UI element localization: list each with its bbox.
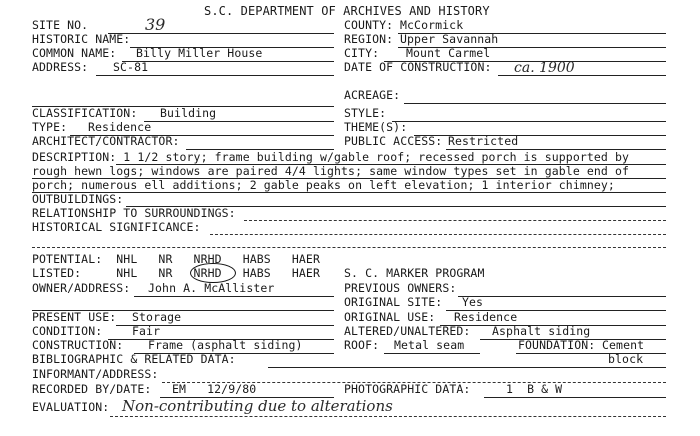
architect-label: ARCHITECT/CONTRACTOR: — [32, 134, 180, 148]
evaluation-rule — [110, 416, 666, 417]
altered-value: Asphalt siding — [492, 324, 591, 338]
foundation-label: FOUNDATION: — [518, 338, 596, 352]
evaluation-value: Non-contributing due to alterations — [122, 397, 393, 415]
significance-rule — [210, 234, 666, 235]
theme-label: THEME(S): — [344, 120, 408, 134]
original-site-label: ORIGINAL SITE: — [344, 295, 443, 309]
public-access-value: Restricted — [448, 134, 519, 148]
historic-name-label: HISTORIC NAME: — [32, 32, 131, 46]
photographic-data-label: PHOTOGRAPHIC DATA: — [344, 382, 471, 396]
recorded-by-label: RECORDED BY/DATE: — [32, 382, 152, 396]
classification-rule — [144, 121, 334, 122]
bibliographic-label: BIBLIOGRAPHIC & RELATED DATA: — [32, 352, 236, 366]
present-use-value: Storage — [132, 310, 182, 324]
roof-label: ROOF: — [344, 338, 380, 352]
roof-rule — [384, 353, 480, 354]
date-of-construction-label: DATE OF CONSTRUCTION: — [344, 60, 492, 74]
description-line-3: porch; numerous ell additions; 2 gable peaks on left elevation; 1 interior chimney; — [32, 178, 615, 192]
description-rule-3 — [32, 192, 666, 193]
date-rule — [498, 75, 666, 76]
outbuildings-label: OUTBUILDINGS: — [32, 192, 124, 206]
relationship-label: RELATIONSHIP TO SURROUNDINGS: — [32, 206, 236, 220]
city-value: Mount Carmel — [406, 46, 491, 60]
foundation-value: Cement — [602, 338, 645, 352]
type-value: Residence — [88, 120, 152, 134]
region-value: Upper Savannah — [400, 32, 499, 46]
owner-value: John A. McAllister — [148, 281, 275, 295]
foundation-value-line-2: block — [608, 352, 644, 366]
description-line-1: DESCRIPTION: 1 1/2 story; frame building w/gable roof; recessed porch is supported by — [32, 150, 630, 164]
roof-value: Metal seam — [394, 338, 465, 352]
description-line-2: rough hewn logs; windows are paired 4/4 lights; same window types set in gable end of — [32, 164, 630, 178]
relationship-rule — [244, 220, 666, 221]
date-of-construction-value: ca. 1900 — [514, 60, 575, 76]
marker-program-label: S. C. MARKER PROGRAM — [344, 266, 485, 280]
site-no-label: SITE NO. — [32, 18, 89, 32]
section-divider — [32, 247, 666, 248]
bibliographic-rule — [268, 367, 666, 368]
common-name-label: COMMON NAME: — [32, 46, 117, 60]
site-no-rule — [108, 33, 334, 34]
photographic-data-value: 1 B & W — [506, 382, 563, 396]
previous-owners-label: PREVIOUS OWNERS: — [344, 281, 457, 295]
historical-significance-label: HISTORICAL SIGNIFICANCE: — [32, 220, 201, 234]
original-site-value: Yes — [462, 295, 484, 309]
county-label: COUNTY: — [344, 18, 394, 32]
county-value: McCormick — [400, 18, 464, 32]
common-name-value: Billy Miller House — [136, 46, 263, 60]
owner-label: OWNER/ADDRESS: — [32, 281, 131, 295]
present-use-label: PRESENT USE: — [32, 310, 117, 324]
public-access-label: PUBLIC ACCESS: — [344, 134, 443, 148]
evaluation-label: EVALUATION: — [32, 400, 110, 414]
site-no-value: 39 — [145, 15, 166, 34]
construction-label: CONSTRUCTION: — [32, 338, 124, 352]
classification-top-rule — [32, 106, 334, 107]
type-label: TYPE: — [32, 120, 68, 134]
address-rule — [96, 75, 334, 76]
altered-label: ALTERED/UNALTERED: — [344, 324, 471, 338]
listed-line: LISTED: NHL NR NRHD HABS HAER — [32, 266, 320, 280]
condition-label: CONDITION: — [32, 324, 103, 338]
region-label: REGION: — [344, 32, 394, 46]
address-value: SC-81 — [113, 60, 149, 74]
potential-line: POTENTIAL: NHL NR NRHD HABS HAER — [32, 252, 320, 266]
address-label: ADDRESS: — [32, 60, 89, 74]
acreage-rule — [404, 103, 666, 104]
previous-owners-rule — [458, 296, 666, 297]
foundation-rule — [516, 353, 666, 354]
form-title: S.C. DEPARTMENT OF ARCHIVES AND HISTORY — [204, 4, 490, 18]
construction-value: Frame (asphalt siding) — [148, 338, 303, 352]
condition-value: Fair — [132, 324, 161, 338]
original-use-value: Residence — [454, 310, 518, 324]
recorded-by-value: EM 12/9/80 — [172, 382, 257, 396]
owner-rule — [134, 296, 334, 297]
classification-value: Building — [160, 106, 217, 120]
photographic-rule — [484, 397, 666, 398]
nrhd-circle-mark — [190, 263, 236, 283]
style-rule — [392, 121, 666, 122]
informant-label: INFORMANT/ADDRESS: — [32, 367, 159, 381]
original-use-label: ORIGINAL USE: — [344, 310, 436, 324]
common-name-rule — [122, 61, 334, 62]
style-label: STYLE: — [344, 106, 387, 120]
acreage-label: ACREAGE: — [344, 88, 401, 102]
classification-label: CLASSIFICATION: — [32, 106, 138, 120]
city-label: CITY: — [344, 46, 380, 60]
